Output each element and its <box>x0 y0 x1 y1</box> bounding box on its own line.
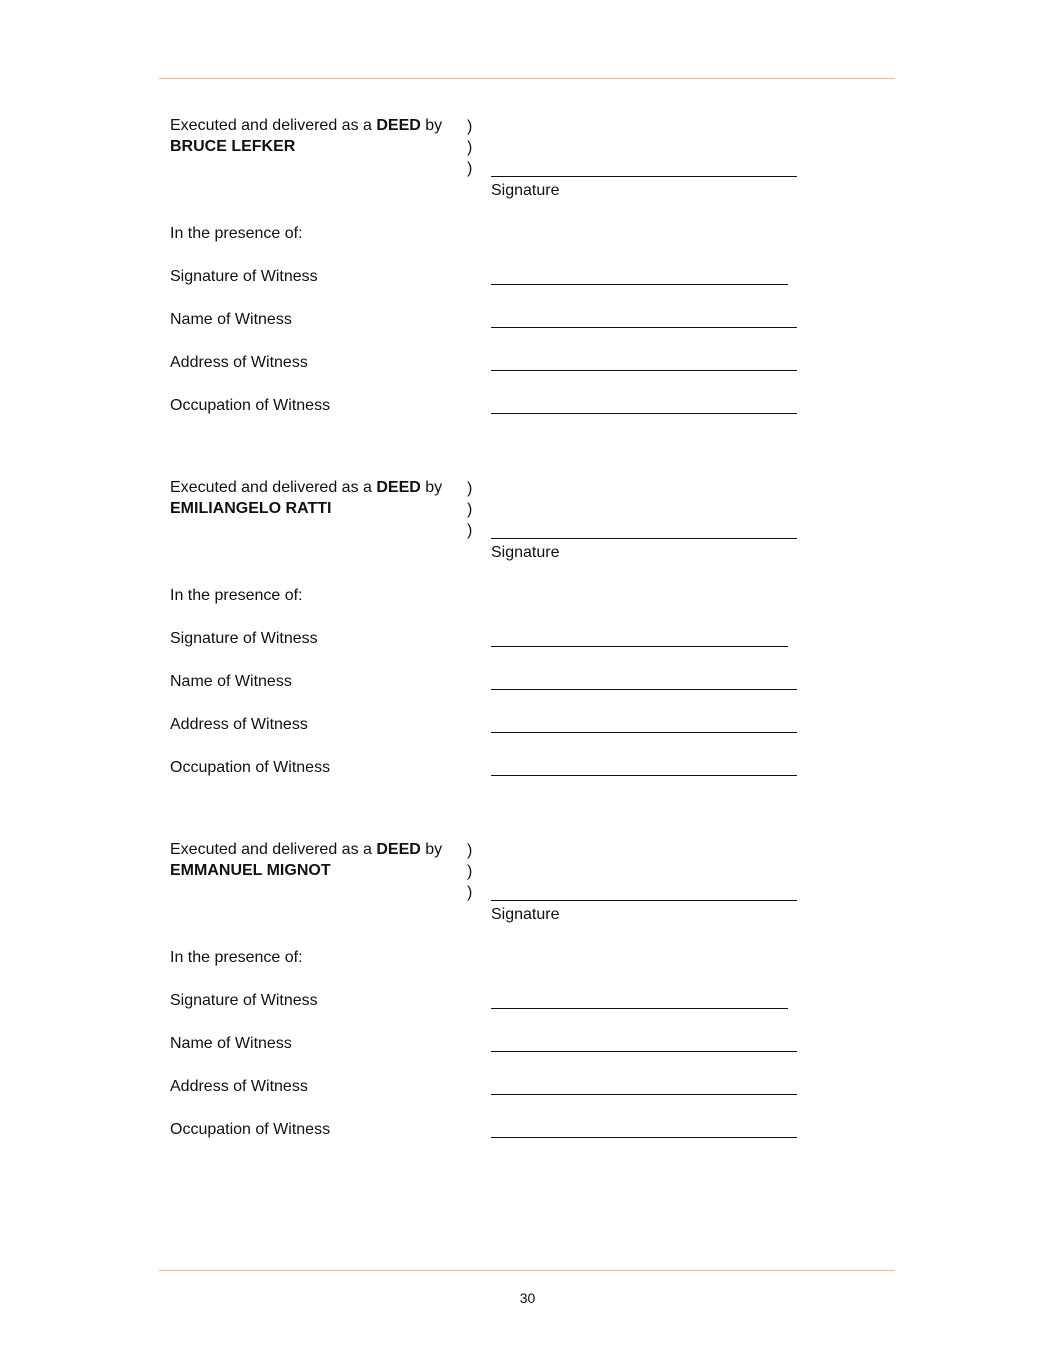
signature-label: Signature <box>491 544 560 561</box>
deed-word: DEED <box>376 479 421 496</box>
deed-block-emmanuel-mignot <box>170 840 810 1180</box>
witness-address-label: Address of Witness <box>170 354 308 371</box>
witness-address-line[interactable] <box>491 370 797 371</box>
witness-occupation-label: Occupation of Witness <box>170 397 331 414</box>
signatory-name: BRUCE LEFKER <box>170 138 296 155</box>
witness-name-line[interactable] <box>491 1051 797 1052</box>
signature-line[interactable] <box>491 176 797 177</box>
executed-text: Executed and delivered as a DEED by <box>170 117 443 134</box>
bracket-2: ) <box>467 139 473 156</box>
signature-label: Signature <box>491 182 560 199</box>
witness-address-line[interactable] <box>491 732 797 733</box>
bracket-2: ) <box>467 863 473 880</box>
signatory-name: EMMANUEL MIGNOT <box>170 862 331 879</box>
executed-text: Executed and delivered as a DEED by <box>170 479 443 496</box>
witness-address-label: Address of Witness <box>170 1078 308 1095</box>
bracket-3: ) <box>467 160 473 177</box>
header-rule <box>159 78 895 79</box>
witness-occupation-line[interactable] <box>491 1137 797 1138</box>
deed-word: DEED <box>376 117 421 134</box>
witness-address-line[interactable] <box>491 1094 797 1095</box>
witness-signature-label: Signature of Witness <box>170 992 318 1009</box>
signature-line[interactable] <box>491 900 797 901</box>
signatory-name: EMILIANGELO RATTI <box>170 500 332 517</box>
deed-word: DEED <box>376 841 421 858</box>
witness-signature-line[interactable] <box>491 284 788 285</box>
bracket-2: ) <box>467 501 473 518</box>
executed-text: Executed and delivered as a DEED by <box>170 841 443 858</box>
witness-name-label: Name of Witness <box>170 673 292 690</box>
witness-name-label: Name of Witness <box>170 311 292 328</box>
signature-line[interactable] <box>491 538 797 539</box>
witness-name-line[interactable] <box>491 327 797 328</box>
signature-label: Signature <box>491 906 560 923</box>
witness-signature-line[interactable] <box>491 1008 788 1009</box>
bracket-1: ) <box>467 118 473 135</box>
footer-rule <box>159 1270 895 1271</box>
bracket-1: ) <box>467 842 473 859</box>
bracket-3: ) <box>467 884 473 901</box>
witness-name-label: Name of Witness <box>170 1035 292 1052</box>
presence-label: In the presence of: <box>170 587 303 604</box>
witness-occupation-label: Occupation of Witness <box>170 1121 331 1138</box>
witness-occupation-line[interactable] <box>491 413 797 414</box>
bracket-1: ) <box>467 480 473 497</box>
witness-signature-label: Signature of Witness <box>170 630 318 647</box>
witness-name-line[interactable] <box>491 689 797 690</box>
page-number: 30 <box>519 1290 536 1306</box>
deed-block-emiliangelo-ratti <box>170 478 810 818</box>
witness-signature-line[interactable] <box>491 646 788 647</box>
witness-occupation-label: Occupation of Witness <box>170 759 331 776</box>
presence-label: In the presence of: <box>170 949 303 966</box>
witness-signature-label: Signature of Witness <box>170 268 318 285</box>
deed-block-bruce-lefker <box>170 116 810 456</box>
bracket-3: ) <box>467 522 473 539</box>
witness-occupation-line[interactable] <box>491 775 797 776</box>
witness-address-label: Address of Witness <box>170 716 308 733</box>
presence-label: In the presence of: <box>170 225 303 242</box>
